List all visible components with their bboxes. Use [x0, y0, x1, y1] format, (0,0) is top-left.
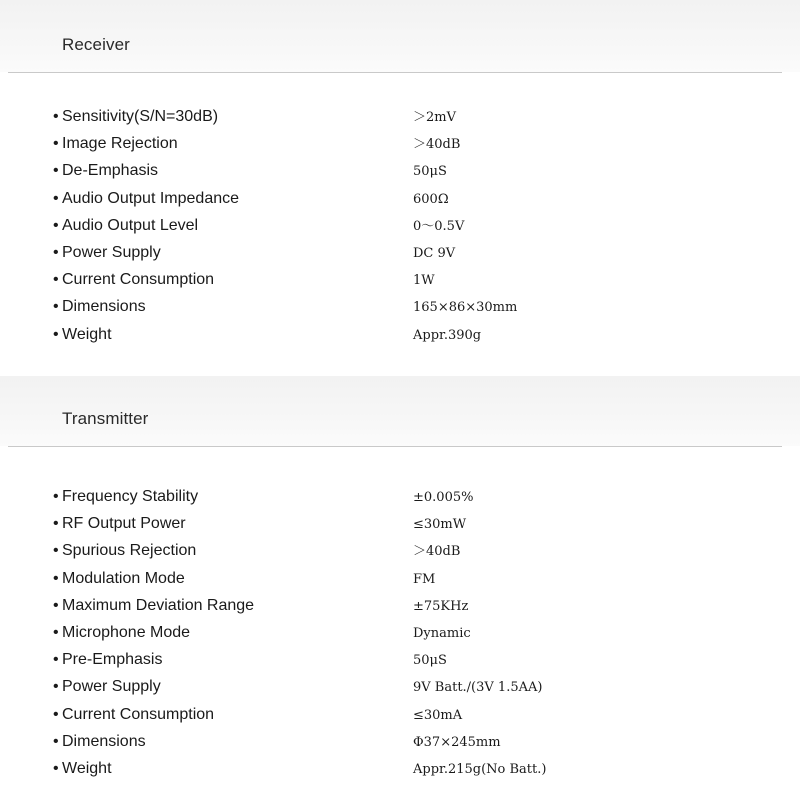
spec-label: Weight: [62, 760, 112, 777]
transmitter-spec-row: [0, 513, 800, 540]
bullet-icon: •: [53, 162, 59, 180]
receiver-spec-row: [0, 324, 800, 351]
spec-label: Power Supply: [62, 244, 161, 261]
transmitter-spec-row: [0, 676, 800, 703]
transmitter-spec-row: [0, 540, 800, 567]
bullet-icon: •: [53, 732, 59, 750]
bullet-icon: •: [53, 271, 59, 289]
bullet-icon: •: [53, 705, 59, 723]
spec-label: Frequency Stability: [62, 488, 199, 505]
transmitter-spec-row: [0, 758, 800, 785]
bullet-icon: •: [53, 189, 59, 207]
bullet-icon: •: [53, 244, 59, 261]
spec-value: Dynamic: [413, 626, 471, 641]
receiver-spec-row: [0, 215, 800, 242]
spec-value: Appr.215g(No Batt.): [413, 762, 547, 777]
spec-label: Pre-Emphasis: [62, 651, 163, 669]
spec-value: ＞2mV: [413, 110, 456, 125]
bullet-icon: •: [53, 651, 59, 669]
transmitter-spec-row: [0, 731, 800, 758]
spec-label: Current Consumption: [62, 705, 215, 723]
spec-value: Φ37×245mm: [413, 734, 501, 750]
bullet-icon: •: [53, 760, 59, 777]
spec-label: Modulation Mode: [62, 569, 185, 587]
bullet-icon: •: [53, 298, 59, 316]
spec-value: 600Ω: [413, 191, 449, 207]
spec-label: De-Emphasis: [62, 162, 159, 180]
bullet-icon: •: [53, 542, 59, 560]
receiver-spec-row: [0, 160, 800, 187]
spec-label: Image Rejection: [62, 135, 178, 153]
spec-value: DC 9V: [413, 246, 456, 261]
spec-value: ≤30mW: [413, 517, 467, 533]
spec-label: Audio Output Impedance: [62, 189, 240, 207]
receiver-spec-row: [0, 296, 800, 323]
transmitter-divider: [8, 446, 782, 447]
spec-value: FM: [413, 571, 436, 587]
spec-value: ＞40dB: [413, 137, 461, 153]
receiver-section-title: Receiver: [62, 35, 130, 54]
transmitter-spec-row: [0, 649, 800, 676]
receiver-divider: [8, 72, 782, 73]
bullet-icon: •: [53, 515, 59, 533]
spec-value: 50μS: [413, 653, 447, 669]
spec-label: RF Output Power: [62, 515, 186, 533]
transmitter-spec-row: [0, 704, 800, 731]
transmitter-section-title: Transmitter: [62, 409, 149, 428]
receiver-spec-row: [0, 269, 800, 296]
bullet-icon: •: [53, 624, 59, 641]
spec-label: Dimensions: [62, 298, 146, 316]
bullet-icon: •: [53, 488, 59, 505]
spec-label: Current Consumption: [62, 271, 215, 289]
spec-label: Spurious Rejection: [62, 542, 197, 560]
transmitter-spec-row: [0, 486, 800, 513]
spec-label: Microphone Mode: [62, 624, 191, 641]
spec-value: 165×86×30mm: [413, 300, 518, 316]
spec-label: Sensitivity(S/N=30dB): [62, 108, 219, 125]
spec-value: 0～0.5V: [413, 218, 465, 234]
spec-value: ≤30mA: [413, 707, 463, 723]
spec-value: 50μS: [413, 164, 447, 180]
bullet-icon: •: [53, 596, 59, 614]
spec-label: Audio Output Level: [62, 216, 199, 234]
receiver-spec-row: [0, 188, 800, 215]
spec-label: Maximum Deviation Range: [62, 596, 255, 614]
bullet-icon: •: [53, 108, 59, 125]
spec-label: Dimensions: [62, 732, 146, 750]
bullet-icon: •: [53, 135, 59, 153]
receiver-spec-row: [0, 106, 800, 133]
spec-label: Weight: [62, 325, 112, 343]
receiver-spec-row: [0, 242, 800, 269]
spec-value: ±75KHz: [413, 598, 469, 614]
spec-value: Appr.390g: [413, 327, 482, 343]
bullet-icon: •: [53, 216, 59, 234]
spec-value: 9V Batt./(3V 1.5AA): [413, 680, 543, 696]
bullet-icon: •: [53, 569, 59, 587]
transmitter-spec-row: [0, 595, 800, 622]
bullet-icon: •: [53, 678, 59, 696]
transmitter-spec-row: [0, 568, 800, 595]
spec-value: ±0.005%: [413, 490, 474, 505]
transmitter-spec-row: [0, 622, 800, 649]
spec-value: ＞40dB: [413, 544, 461, 560]
spec-label: Power Supply: [62, 678, 161, 696]
receiver-spec-row: [0, 133, 800, 160]
bullet-icon: •: [53, 325, 59, 343]
spec-value: 1W: [413, 273, 435, 289]
